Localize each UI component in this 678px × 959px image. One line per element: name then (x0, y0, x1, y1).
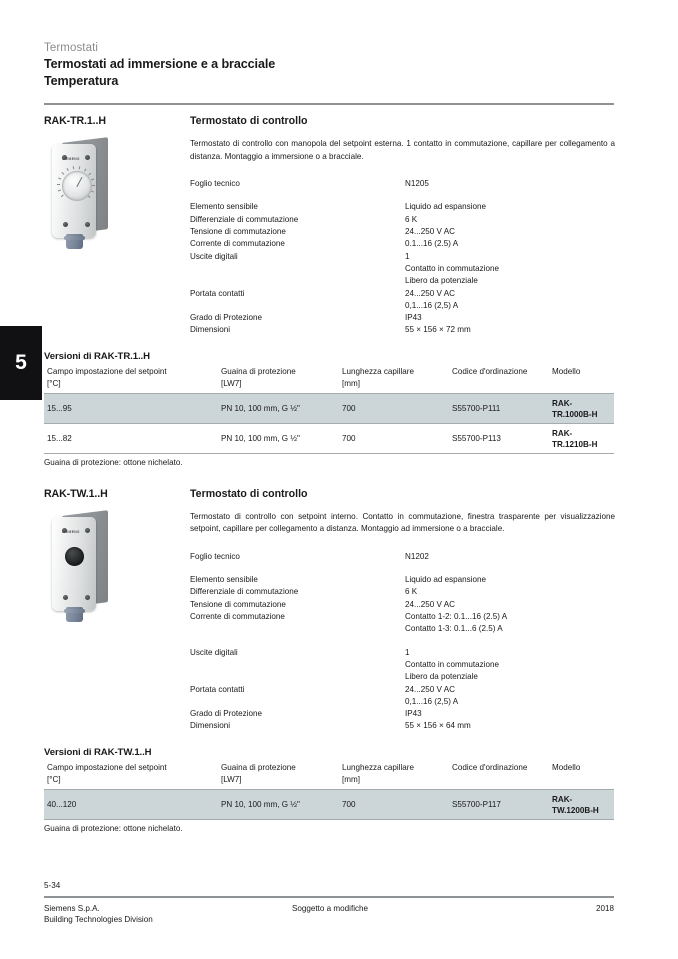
table-note: Guaina di protezione: ottone nichelato. (44, 824, 183, 834)
spec-value: 55 × 156 × 72 mm (405, 325, 471, 335)
spec-label: Tensione di commutazione (190, 599, 286, 609)
versions-title: Versioni di RAK-TR.1..H (44, 350, 150, 362)
spec-value: 6 K (405, 214, 418, 224)
cell-setpoint: 15...82 (44, 424, 221, 454)
versions-table (44, 366, 614, 455)
spec-label: Portata contatti (190, 684, 245, 694)
spec-value (405, 684, 615, 709)
spec-label: Foglio tecnico (190, 179, 240, 189)
spec-row (190, 201, 615, 213)
spec-row (190, 312, 615, 324)
column-header-guaina: Guaina di protezione (221, 762, 296, 772)
product-specs (190, 511, 615, 733)
chapter-number: 5 (15, 351, 27, 374)
table-row (44, 394, 614, 424)
spec-value: IP43 (405, 709, 422, 719)
spec-value-line: Libero da potenziale (405, 276, 478, 286)
product-section-rak-tr (44, 105, 614, 470)
cell-modello: RAK-TR.1000B-H (552, 394, 614, 424)
column-unit-capillare: [mm] (342, 774, 360, 784)
column-unit-guaina: [LW7] (221, 379, 242, 389)
column-unit-capillare: [mm] (342, 379, 360, 389)
spec-value-line: 1 (405, 647, 410, 657)
spec-value-line: Contatto 1-2: 0.1...16 (2.5) A (405, 612, 508, 622)
spec-value: Liquido ad espansione (405, 575, 487, 585)
spec-value-line: Contatto in commutazione (405, 659, 500, 669)
cell-codice: S55700-P117 (452, 790, 552, 820)
spec-value: N1205 (405, 179, 429, 189)
column-header-capillare: Lunghezza capillare (342, 366, 414, 376)
column-header-setpoint: Campo impostazione del setpoint (47, 762, 167, 772)
spec-label: Grado di Protezione (190, 709, 262, 719)
cell-guaina: PN 10, 100 mm, G ½" (221, 790, 342, 820)
screw-icon (63, 595, 68, 600)
screw-icon (85, 155, 90, 160)
spec-value: IP43 (405, 313, 422, 323)
spec-label: Uscite digitali (190, 647, 238, 657)
cable-gland (66, 607, 83, 622)
screw-icon (85, 222, 90, 227)
product-description: Termostato di controllo con setpoint interno. Contatto in commutazione, finestra trasparente per visualizzazione setpoint, capillare per collegamento a distanza. Montaggio ad immersione o a bracciale. (190, 511, 615, 534)
column-unit-modello (552, 378, 614, 394)
footer-page-number: 5-34 (44, 881, 61, 890)
versions-block (44, 350, 614, 470)
spec-value-line: 0,1...16 (2,5) A (405, 300, 459, 310)
table-header-units-row (44, 378, 614, 394)
spec-label: Grado di Protezione (190, 313, 262, 323)
product-title: Termostato di controllo (190, 115, 308, 127)
page-heading (44, 0, 614, 105)
spec-row (190, 611, 615, 636)
spec-label: Dimensioni (190, 721, 231, 731)
table-head (44, 366, 614, 394)
column-header-codice: Codice d'ordinazione (452, 762, 528, 772)
setpoint-knob (62, 171, 92, 201)
spec-label: Differenziale di commutazione (190, 587, 299, 597)
column-unit-codice (452, 378, 552, 394)
spec-row (190, 708, 615, 720)
cell-guaina: PN 10, 100 mm, G ½" (221, 394, 342, 424)
table-row (44, 790, 614, 820)
versions-title: Versioni di RAK-TW.1..H (44, 746, 152, 758)
column-header-modello: Modello (552, 762, 581, 772)
table-body (44, 790, 614, 820)
column-unit-setpoint: [°C] (47, 379, 61, 389)
versions-table (44, 762, 614, 821)
spec-value: 55 × 156 × 64 mm (405, 721, 471, 731)
product-header (44, 105, 614, 128)
column-header-setpoint: Campo impostazione del setpoint (47, 366, 167, 376)
spec-row (190, 720, 615, 732)
spec-row (190, 684, 615, 709)
spec-row-datasheet (190, 178, 615, 190)
spec-value (405, 611, 615, 636)
screw-icon (63, 222, 68, 227)
product-figure (44, 511, 190, 733)
cell-codice: S55700-P111 (452, 394, 552, 424)
spec-label: Elemento sensibile (190, 202, 258, 212)
spec-label: Uscite digitali (190, 251, 238, 261)
table-row (44, 424, 614, 454)
page-title-line-1: Termostati ad immersione e a bracciale (44, 57, 276, 71)
spec-row (190, 586, 615, 598)
spec-value-line: Contatto 1-3: 0.1...6 (2.5) A (405, 624, 503, 634)
heading-kicker: Termostati (44, 42, 99, 54)
spec-value: 24...250 V AC (405, 599, 455, 609)
spec-value: 0.1...16 (2.5) A (405, 239, 459, 249)
footer-company-line-2: Building Technologies Division (44, 915, 153, 924)
product-body (44, 138, 614, 337)
footer-columns (44, 903, 614, 926)
device-front-panel (52, 517, 96, 611)
product-code: RAK-TR.1..H (44, 115, 106, 127)
footer-company (44, 903, 292, 926)
spec-value: 6 K (405, 587, 418, 597)
spec-value-line: 24...250 V AC (405, 684, 455, 694)
cell-setpoint: 40...120 (44, 790, 221, 820)
cell-capillare: 700 (342, 424, 452, 454)
device-brand-label: SIEMENS (62, 529, 80, 534)
spec-row-datasheet (190, 551, 615, 563)
spec-value: N1202 (405, 551, 429, 561)
spec-row (190, 574, 615, 586)
page-content (44, 0, 614, 836)
table-header-units-row (44, 774, 614, 790)
spec-label: Dimensioni (190, 325, 231, 335)
footer-divider (44, 896, 614, 898)
product-title: Termostato di controllo (190, 487, 308, 500)
device-brand-label: SIEMENS (62, 157, 80, 161)
spec-row (190, 226, 615, 238)
cell-capillare: 700 (342, 394, 452, 424)
spec-row (190, 599, 615, 611)
cell-codice: S55700-P113 (452, 424, 552, 454)
column-unit-codice (452, 774, 552, 790)
spec-row (190, 324, 615, 336)
table-header-row (44, 762, 614, 774)
spec-value-line: 0,1...16 (2,5) A (405, 696, 459, 706)
cell-capillare: 700 (342, 790, 452, 820)
table-body (44, 394, 614, 454)
spec-label: Elemento sensibile (190, 575, 258, 585)
table-head (44, 762, 614, 790)
spec-label: Corrente di commutazione (190, 612, 285, 622)
footer-disclaimer: Soggetto a modifiche (292, 903, 369, 913)
setpoint-window (65, 547, 84, 566)
thermostat-dial-image (46, 138, 146, 250)
spec-value (405, 647, 615, 684)
spec-row (190, 214, 615, 226)
spec-value-line: 1 (405, 251, 410, 261)
thermostat-window-image (46, 511, 146, 623)
spec-value (405, 251, 615, 288)
product-code: RAK-TW.1..H (44, 487, 108, 500)
screw-icon (85, 528, 90, 533)
column-header-modello: Modello (552, 366, 581, 376)
screw-icon (85, 595, 90, 600)
column-header-codice: Codice d'ordinazione (452, 366, 528, 376)
cell-modello: RAK-TW.1200B-H (552, 790, 614, 820)
column-unit-setpoint: [°C] (47, 774, 61, 784)
spec-row (190, 251, 615, 288)
spec-value (405, 288, 615, 313)
column-unit-guaina: [LW7] (221, 774, 242, 784)
column-header-guaina: Guaina di protezione (221, 366, 296, 376)
spec-value: 24...250 V AC (405, 227, 455, 237)
product-figure (44, 138, 190, 337)
spec-value-line: Libero da potenziale (405, 672, 478, 682)
spec-label: Corrente di commutazione (190, 239, 285, 249)
spec-value: Liquido ad espansione (405, 202, 487, 212)
page-title-line-2: Temperatura (44, 73, 119, 88)
cell-setpoint: 15...95 (44, 394, 221, 424)
cable-gland (66, 234, 83, 249)
footer-year: 2018 (595, 903, 614, 913)
spec-value-line: Contatto in commutazione (405, 263, 500, 273)
spec-row (190, 238, 615, 250)
spec-label: Tensione di commutazione (190, 227, 286, 237)
cell-modello: RAK-TR.1210B-H (552, 424, 614, 454)
product-description: Termostato di controllo con manopola del setpoint esterna. 1 contatto in commutazione, capillare per collegamento a distanza. Montaggio a immersione o a bracciale. (190, 139, 615, 161)
column-unit-modello (552, 774, 614, 790)
spec-row (190, 647, 615, 684)
table-header-row (44, 366, 614, 378)
column-header-capillare: Lunghezza capillare (342, 762, 414, 772)
spec-row (190, 288, 615, 313)
page-footer (44, 880, 614, 926)
footer-company-line-1: Siemens S.p.A. (44, 903, 100, 913)
product-header (44, 478, 614, 501)
device-front-panel (52, 144, 96, 238)
product-section-rak-tw (44, 478, 614, 836)
table-note: Guaina di protezione: ottone nichelato. (44, 458, 183, 468)
product-body (44, 511, 614, 733)
spec-label: Portata contatti (190, 288, 245, 298)
spec-label: Differenziale di commutazione (190, 214, 299, 224)
spec-label: Foglio tecnico (190, 551, 240, 561)
chapter-tab (0, 326, 42, 400)
spec-value-line: 24...250 V AC (405, 288, 455, 298)
versions-block (44, 746, 614, 836)
cell-guaina: PN 10, 100 mm, G ½" (221, 424, 342, 454)
product-specs (190, 138, 615, 337)
